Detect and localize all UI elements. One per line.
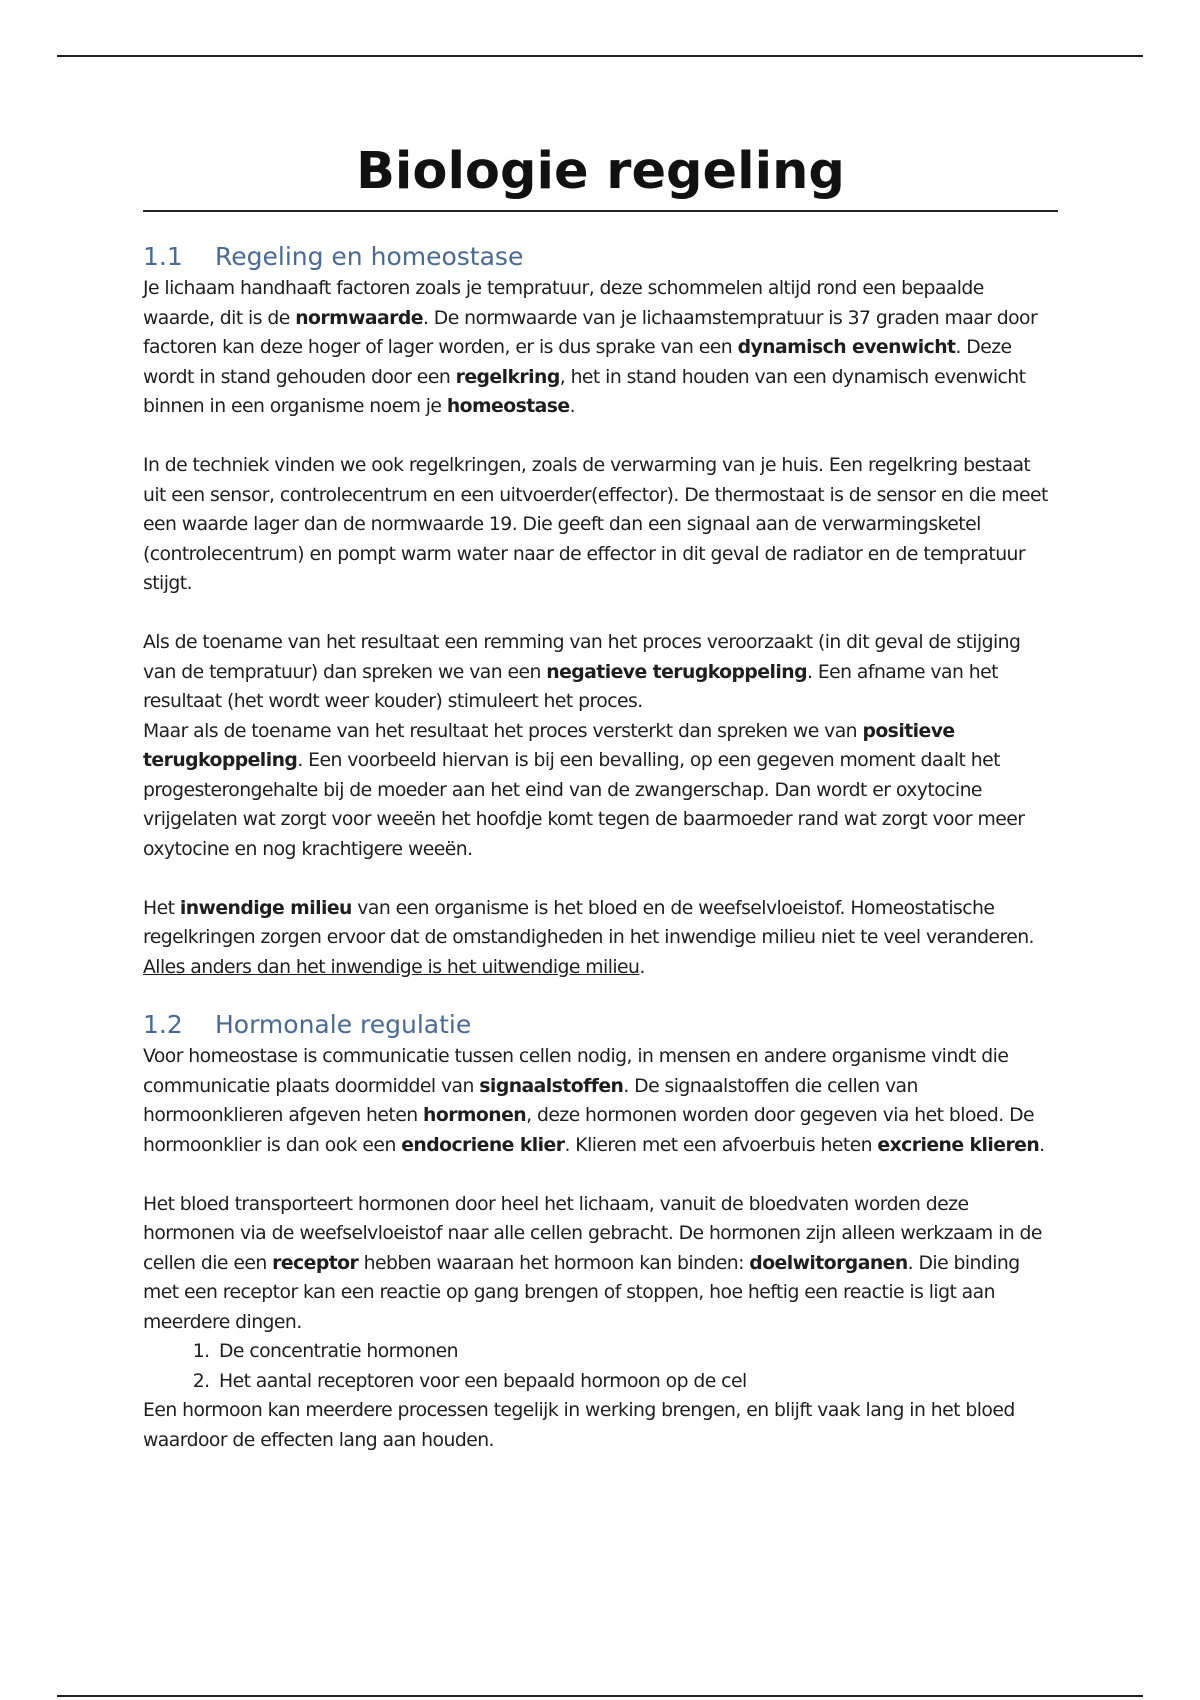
section-heading-1-1 [143,240,1058,274]
term-inwendige-milieu: inwendige milieu [179,897,352,919]
term-negatieve-terugkoppeling: negatieve terugkoppeling [546,661,807,683]
page-title: Biologie regeling [143,140,1058,212]
term-excriene-klieren: excriene klieren [877,1134,1040,1156]
term-receptor: receptor [272,1252,359,1274]
term-regelkring: regelkring [455,366,560,388]
term-doelwitorganen: doelwitorganen [749,1252,908,1274]
term-positieve-terugkoppeling: positieve terugkoppeling [143,720,955,771]
section-title: Regeling en homeostase [215,242,524,271]
paragraph: Maar als de toename van het resultaat het proces versterkt dan spreken we van positieve terugkoppeling. Een voorbeeld hiervan is bij een bevalling, op een gegeven moment daalt het progesterongehalte bij de moeder aan het eind van de zwangerschap. Dan wordt er oxytocine vrijgelaten wat zorgt voor weeën het hoofdje komt tegen de baarmoeder rand wat zorgt voor meer oxytocine en nog krachtigere weeën. [143,720,1025,860]
paragraph: Het inwendige milieu van een organisme is het bloed en de weefselvloeistof. Homeostatische regelkringen zorgen ervoor dat de omstandigheden in het inwendige milieu niet te veel veranderen. Alles anders dan het inwendige is het uitwendige milieu. [143,897,1034,978]
section-1-1-text [143,274,1058,982]
section-number: 1.1 [143,242,183,271]
header-rule [57,55,1143,57]
paragraph: Je lichaam handhaaft factoren zoals je tempratuur, deze schommelen altijd rond een bepaalde waarde, dit is de normwaarde. De normwaarde van je lichaamstempratuur is 37 graden maar door factoren kan deze hoger of lager worden, er is dus sprake van een dynamisch evenwicht. Deze wordt in stand gehouden door een regelkring, het in stand houden van een dynamisch evenwicht binnen in een organisme noem je homeostase. [143,278,1038,417]
term-hormonen: hormonen [423,1105,527,1126]
list-item: 1. De concentratie hormonen [215,1337,1058,1367]
paragraph: Voor homeostase is communicatie tussen cellen nodig, in mensen en andere organisme vindt die communicatie plaats doormiddel van signaalstoffen. De signaalstoffen die cellen van hormoonklieren afgeven heten hormonen, deze hormonen worden door gegeven via het bloed. De hormoonklier is dan ook een endocriene klier. Klieren met een afvoerbuis heten excriene klieren. [143,1046,1045,1156]
document-body [143,140,1058,1455]
underlined-statement: Alles anders dan het inwendige is het uitwendige milieu [143,956,640,978]
paragraph: In de techniek vinden we ook regelkringen, zoals de verwarming van je huis. Een regelkring bestaat uit een sensor, controlecentrum en een uitvoerder(effector). De thermostaat is de sensor en die meet een waarde lager dan de normwaarde 19. Die geeft dan een signaal aan de verwarmingsketel (controlecentrum) en pompt warm water naar de effector in dit geval de radiator en de tempratuur stijgt. [143,455,1048,594]
list-item: 2. Het aantal receptoren voor een bepaald hormoon op de cel [215,1367,1058,1397]
term-normwaarde: normwaarde [295,307,423,329]
term-dynamisch-evenwicht: dynamisch evenwicht [737,337,956,358]
section-1-2-text [143,1042,1058,1455]
numbered-list [143,1337,1058,1396]
term-endocriene-klier: endocriene klier [401,1134,565,1156]
section-number: 1.2 [143,1010,183,1039]
paragraph: Als de toename van het resultaat een remming van het proces veroorzaakt (in dit geval de stijging van de tempratuur) dan spreken we van een negatieve terugkoppeling. Een afname van het resultaat (het wordt weer kouder) stimuleert het proces. [143,632,1021,712]
term-homeostase: homeostase [446,396,570,417]
term-signaalstoffen: signaalstoffen [479,1075,624,1097]
section-heading-1-2 [143,1008,1058,1042]
footer-rule [57,1695,1143,1697]
section-title: Hormonale regulatie [215,1010,472,1039]
paragraph: Het bloed transporteert hormonen door heel het lichaam, vanuit de bloedvaten worden deze hormonen via de weefselvloeistof naar alle cellen gebracht. De hormonen zijn alleen werkzaam in de cellen die een receptor hebben waaraan het hormoon kan binden: doelwitorganen. Die binding met een receptor kan een reactie op gang brengen of stoppen, hoe heftig een reactie is ligt aan meerdere dingen. [143,1193,1042,1333]
paragraph: Een hormoon kan meerdere processen tegelijk in werking brengen, en blijft vaak lang in het bloed waardoor de effecten lang aan houden. [143,1400,1015,1451]
